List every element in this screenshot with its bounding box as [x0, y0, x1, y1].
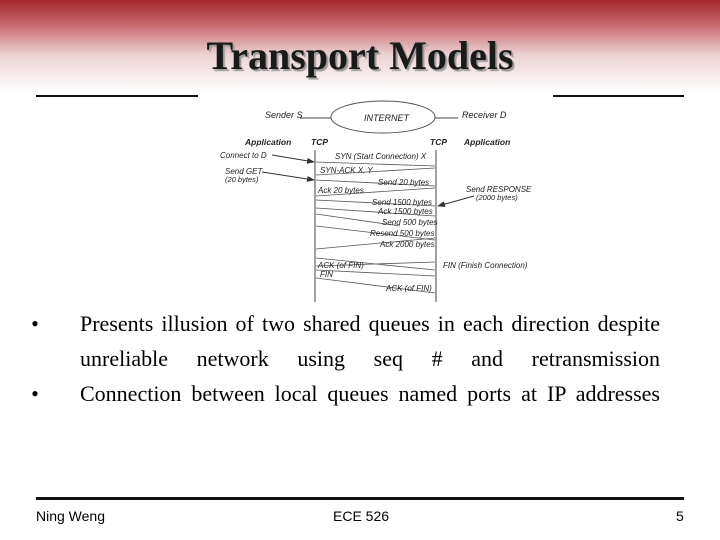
- internet-label: INTERNET: [364, 113, 409, 123]
- msg-line-fin: [316, 270, 435, 276]
- footer-course: ECE 526: [333, 508, 390, 524]
- msg-label-syn: SYN (Start Connection) X: [335, 152, 427, 161]
- left-tcp-label: TCP: [311, 137, 328, 147]
- send-get-size-note: (20 bytes): [225, 175, 259, 184]
- bullet-text: Connection between local queues named ports at IP addresses: [80, 381, 660, 406]
- msg-label-fin: FIN: [320, 270, 333, 279]
- slide-title: Transport Models: [206, 33, 514, 78]
- right-application-label: Application: [464, 137, 511, 147]
- bullet-symbol: •: [31, 311, 39, 336]
- send-get-arrow: [262, 172, 314, 180]
- msg-label-ack20: Ack 20 bytes: [318, 186, 364, 195]
- receiver-label: Receiver D: [462, 110, 507, 120]
- bullet-symbol: •: [31, 381, 39, 406]
- connect-arrow: [272, 155, 314, 162]
- send-response-note: Send RESPONSE: [466, 185, 532, 194]
- footer-divider: [36, 497, 684, 500]
- msg-label-resend500: Resend 500 bytes: [370, 229, 435, 238]
- bullet-text: Presents illusion of two shared queues in each direction despite unreliable network using seq # and retransmission: [80, 311, 660, 371]
- footer-author: Ning Weng: [36, 508, 106, 524]
- msg-label-send1500: Send 1500 bytes: [372, 198, 433, 207]
- msg-label-ack1500: Ack 1500 bytes: [378, 207, 433, 216]
- msg-label-fin-connection: FIN (Finish Connection): [443, 261, 528, 270]
- send-get-note: Send GET: [225, 167, 263, 176]
- right-tcp-label: TCP: [430, 137, 447, 147]
- msg-label-send20: Send 20 bytes: [378, 178, 430, 187]
- msg-label-synack: SYN-ACK X, Y: [320, 166, 373, 175]
- left-application-label: Application: [245, 137, 292, 147]
- sender-label: Sender S: [265, 110, 303, 120]
- msg-label-ack2000: Ack 2000 bytes: [380, 240, 435, 249]
- msg-label-final-ack: ACK (of FIN): [386, 284, 432, 293]
- bullet-list: [30, 306, 660, 446]
- send-response-size-note: (2000 bytes): [476, 193, 518, 202]
- send-response-arrow: [438, 196, 474, 206]
- footer-page-number: 5: [676, 508, 684, 524]
- msg-label-send500: Send 500 bytes: [382, 218, 438, 227]
- connect-note: Connect to D: [220, 151, 267, 160]
- msg-label-ack-fin: ACK (of FIN): [318, 261, 364, 270]
- bullet-item: [30, 376, 660, 446]
